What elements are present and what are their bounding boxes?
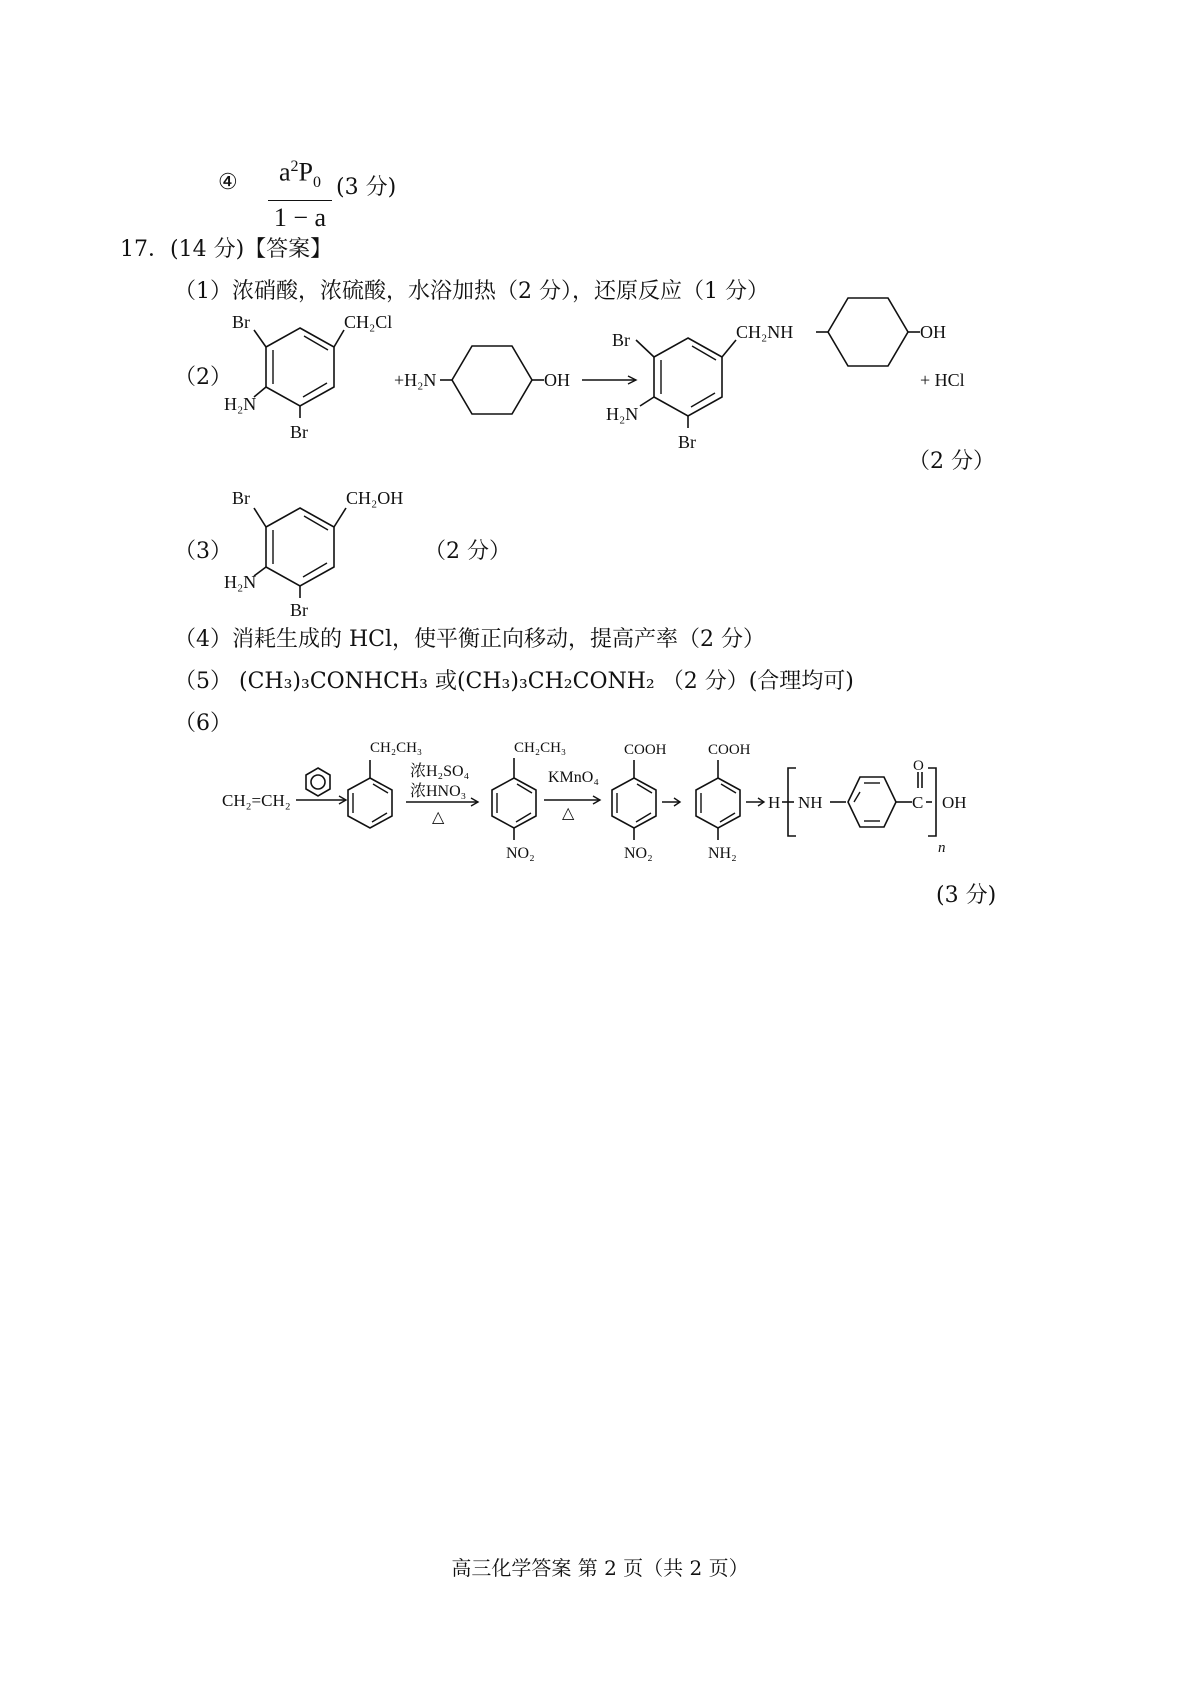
part3-h2n: H₂N [224, 572, 257, 592]
question-heading: 17．(14 分)【答案】 [120, 237, 333, 262]
polymer-h: H [768, 793, 781, 812]
answer-part-3-label: （3） [174, 539, 232, 564]
heat-symbol-2: △ [562, 805, 575, 822]
amine-oh: OH [544, 370, 570, 390]
score-part-2: （2 分） [908, 449, 995, 474]
product-br-top: Br [612, 330, 630, 350]
oxidant-reagent: KMnO₄ [548, 769, 599, 786]
product-br-bottom: Br [678, 432, 696, 452]
amine-plus-h2n: +H₂N [394, 370, 437, 390]
answer-part-1: （1）浓硝酸，浓硫酸，水浴加热（2 分），还原反应（1 分） [174, 279, 769, 304]
part3-ch2oh: CH₂OH [346, 488, 404, 508]
reactant-br-top: Br [232, 312, 250, 332]
part3-br-top: Br [232, 488, 250, 508]
nitro-ethyl: CH₂CH₃ [514, 740, 567, 756]
cooh-1: COOH [624, 742, 667, 758]
aminobenzoic-acid-ring [696, 778, 740, 828]
page-footer: 高三化学答案 第 2 页（共 2 页） [451, 1556, 749, 1580]
nitroethylbenzene-ring [492, 778, 536, 828]
part3-br-bottom: Br [290, 600, 308, 620]
product-oh: OH [920, 322, 946, 342]
nitro-group-1: NO₂ [506, 845, 535, 862]
cooh-2: COOH [708, 742, 751, 758]
nitration-reagent-2: 浓HNO₃ [410, 783, 467, 800]
answer-part-2-label: （2） [174, 365, 232, 390]
polymer-oh: OH [942, 793, 967, 812]
nitro-group-2: NO₂ [624, 845, 653, 862]
heat-symbol-1: △ [432, 809, 445, 826]
ethylbenzene-ethyl: CH₂CH₃ [370, 740, 423, 756]
nitration-reagent-1: 浓H₂SO₄ [410, 763, 470, 780]
polymer-carbonyl-c: C [912, 793, 924, 812]
ethylbenzene-ring [348, 778, 392, 828]
score-part-3: （2 分） [424, 539, 511, 564]
fraction-denominator: 1 − a [273, 202, 327, 232]
product-ch2nh: CH₂NH [736, 322, 794, 342]
reactant-ch2cl: CH₂Cl [344, 312, 393, 332]
reactant-h2n: H₂N [224, 394, 257, 414]
polymer-carbonyl-o: O [913, 758, 924, 774]
score-part-6: (3 分) [936, 883, 997, 908]
reactant-br-bottom: Br [290, 422, 308, 442]
answer-part-5: （5） (CH₃)₃CONHCH₃ 或(CH₃)₃CH₂CONH₂ （2 分）(合理均可) [174, 669, 854, 694]
nitrobenzoic-acid-ring [612, 778, 656, 828]
product-h2n: H₂N [606, 404, 639, 424]
polymer-nh: NH [798, 793, 823, 812]
answer-part-6-label: （6） [174, 711, 232, 736]
benzene-reagent-ring [306, 768, 330, 796]
polymer-benzene-ring [848, 777, 896, 827]
amino-group: NH₂ [708, 845, 737, 862]
fraction-numerator: $a^2P_0$ [268, 152, 332, 201]
ethylene: CH₂=CH₂ [222, 791, 291, 810]
answer-marker: ④ [218, 170, 238, 195]
product-plus-hcl: + HCl [920, 370, 965, 390]
polymer-subscript-n: n [938, 840, 946, 856]
answer-part-4: （4）消耗生成的 HCl，使平衡正向移动，提高产率（2 分） [174, 627, 766, 652]
score-q16: (3 分) [336, 175, 397, 200]
